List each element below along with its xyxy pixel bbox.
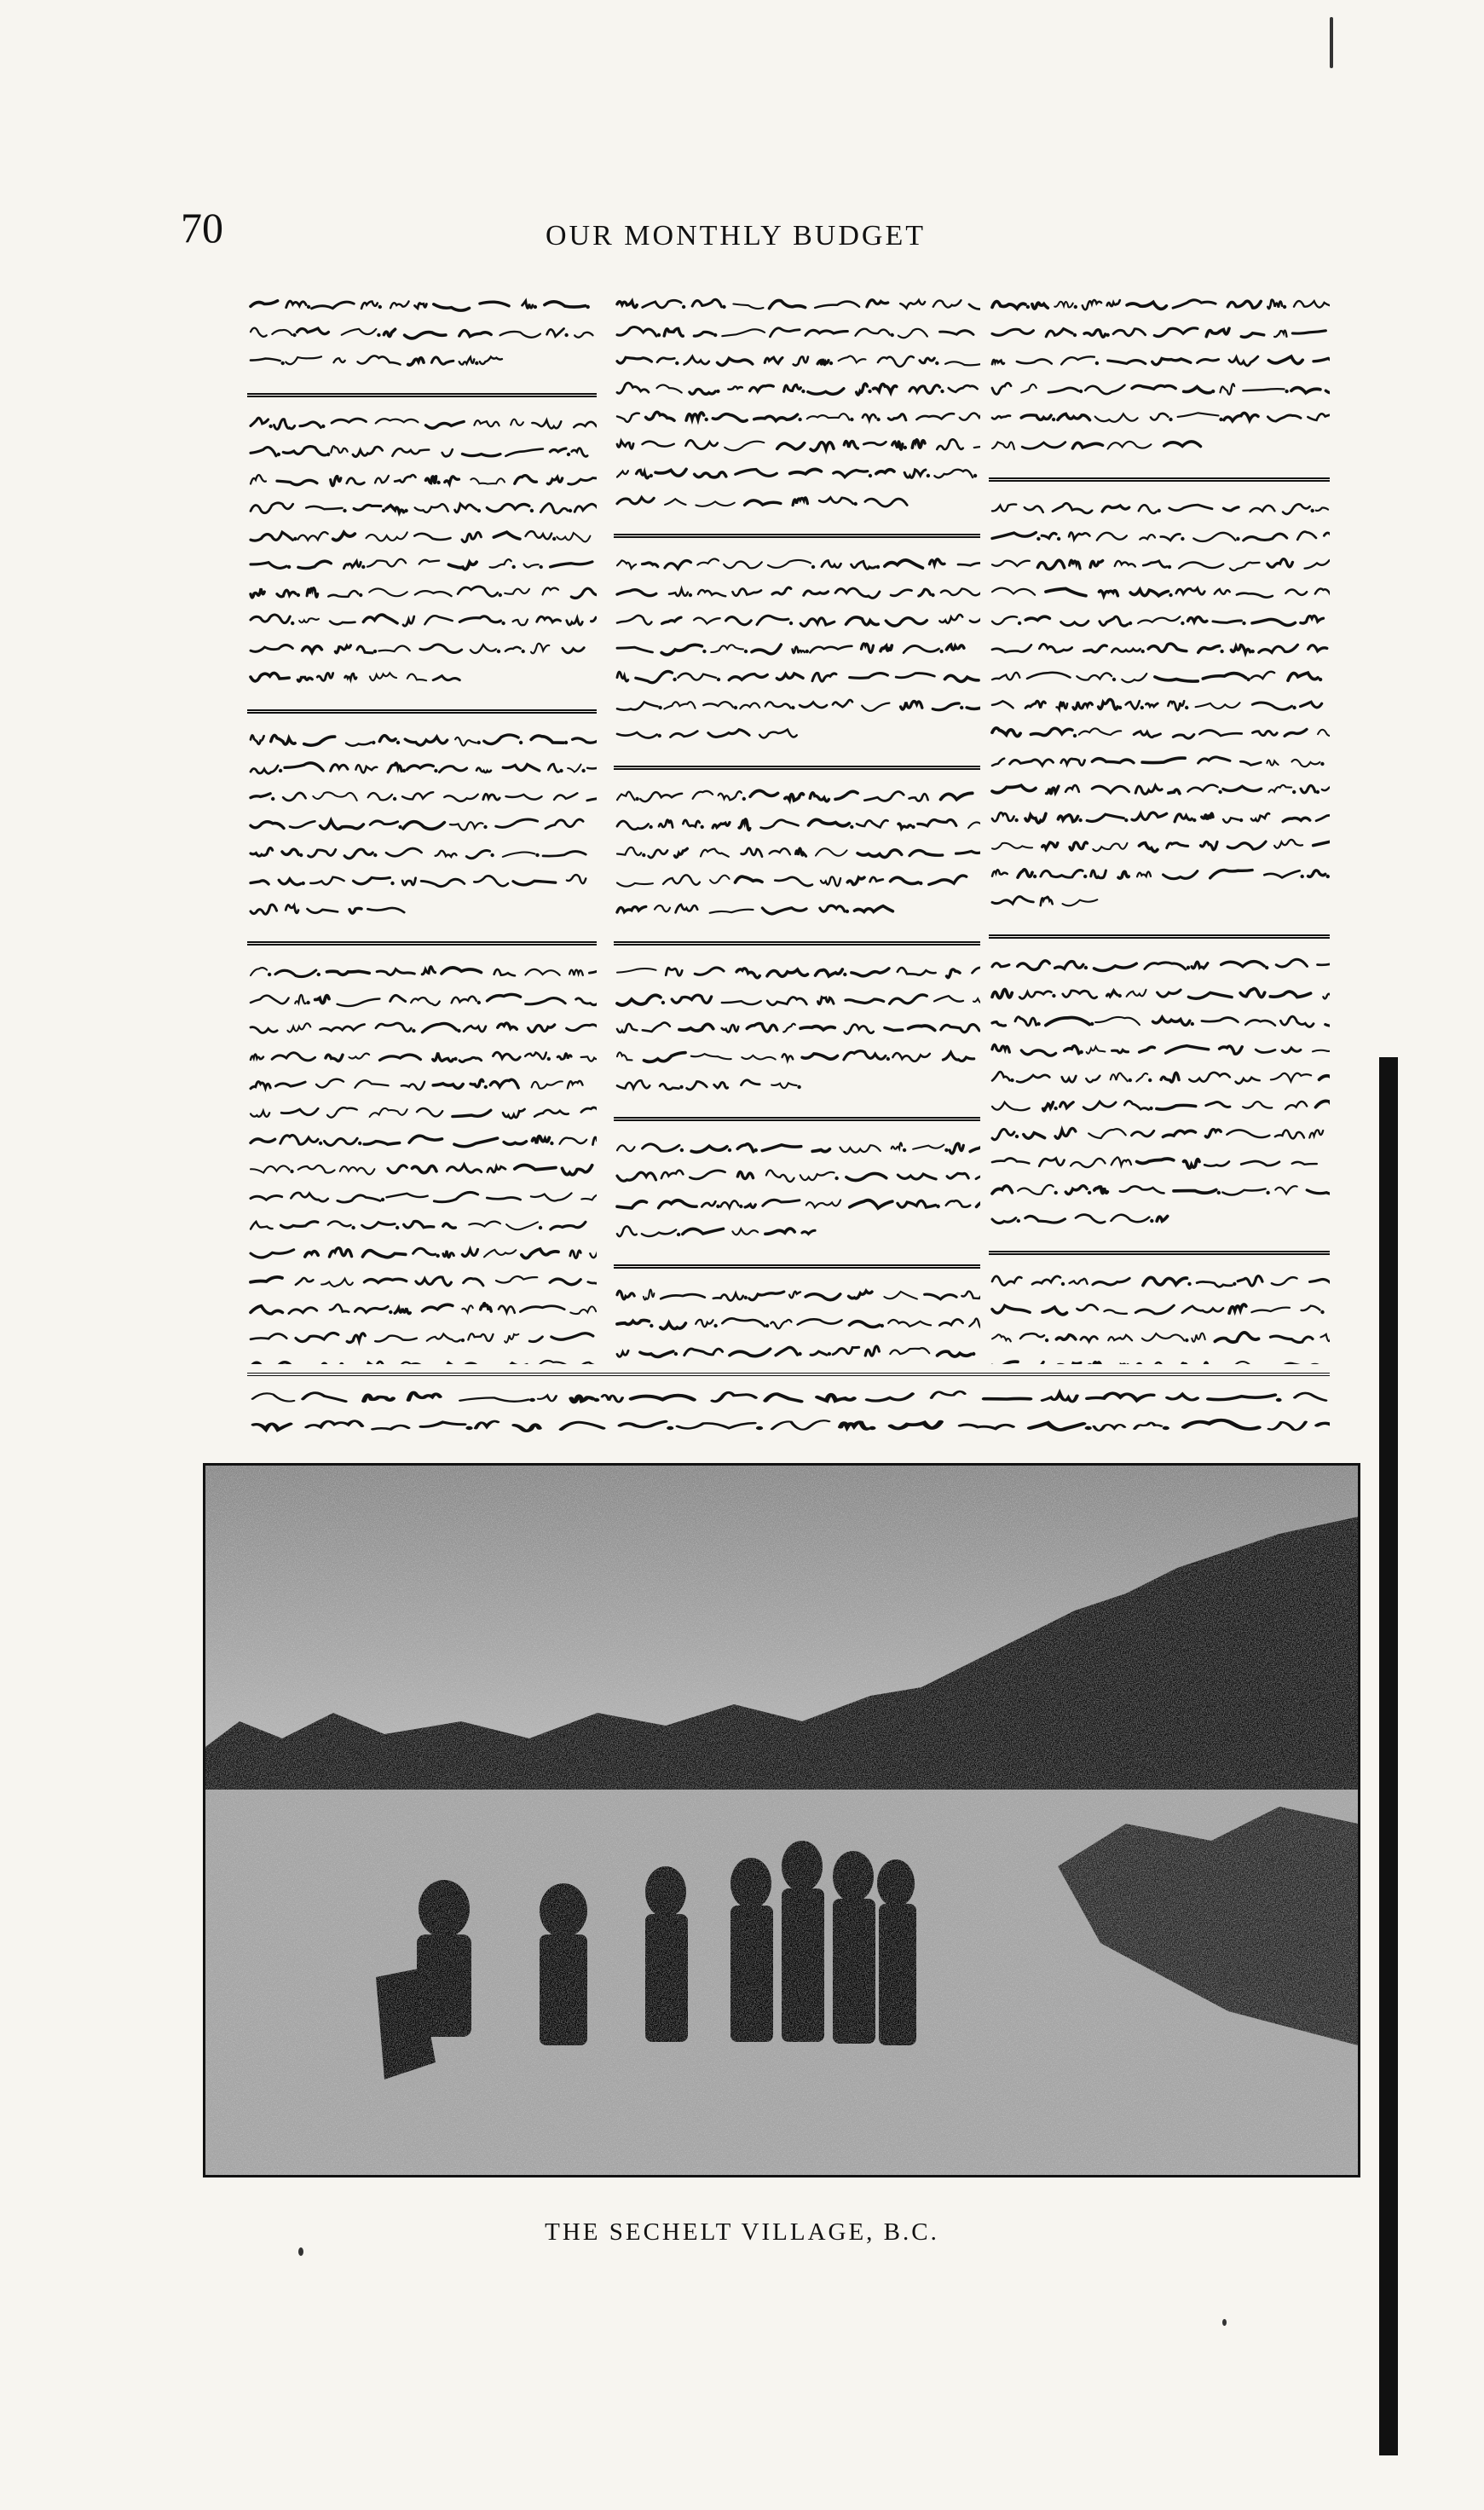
script-line	[989, 1176, 1330, 1204]
script-line	[989, 346, 1330, 374]
script-line	[247, 466, 597, 494]
script-line	[247, 957, 597, 986]
script-line	[247, 1239, 597, 1267]
text-block	[247, 941, 597, 1364]
script-line	[614, 1281, 980, 1309]
script-line	[247, 1211, 597, 1239]
script-line	[614, 550, 980, 578]
photo-caption: THE SECHELT VILLAGE, B.C.	[545, 2218, 939, 2246]
script-line	[247, 550, 597, 578]
text-column-1	[247, 290, 597, 1364]
text-block	[989, 1251, 1330, 1364]
script-line	[989, 431, 1330, 459]
script-line	[614, 606, 980, 634]
script-line	[614, 1337, 980, 1364]
photo-image	[205, 1466, 1358, 2175]
script-line	[247, 634, 597, 662]
script-line	[989, 402, 1330, 431]
script-line	[989, 1295, 1330, 1323]
script-line	[989, 1035, 1330, 1063]
script-line	[989, 951, 1330, 979]
script-line	[247, 1183, 597, 1211]
script-line	[989, 634, 1330, 662]
text-block	[614, 1264, 980, 1364]
script-line	[989, 1063, 1330, 1091]
footnote-line	[247, 1383, 1330, 1411]
script-line	[989, 803, 1330, 831]
script-line	[989, 859, 1330, 888]
script-line	[247, 726, 597, 754]
script-line	[247, 782, 597, 810]
script-line	[247, 1042, 597, 1070]
script-line	[614, 1161, 980, 1189]
text-block	[247, 393, 597, 691]
scan-speck	[298, 2247, 303, 2256]
script-line	[614, 838, 980, 866]
script-line	[989, 522, 1330, 550]
script-line	[614, 1014, 980, 1042]
script-line	[247, 894, 597, 922]
script-line	[989, 1323, 1330, 1351]
script-line	[989, 888, 1330, 916]
script-line	[247, 522, 597, 550]
script-line	[247, 1267, 597, 1295]
script-line	[989, 979, 1330, 1007]
village-photograph	[203, 1463, 1360, 2177]
script-line	[989, 550, 1330, 578]
script-line	[614, 374, 980, 402]
script-line	[614, 578, 980, 606]
script-line	[614, 691, 980, 719]
script-line	[247, 290, 597, 318]
text-block	[614, 290, 980, 515]
script-line	[989, 318, 1330, 346]
script-line	[247, 346, 597, 374]
script-line	[247, 1070, 597, 1098]
scan-speck	[1222, 2319, 1227, 2326]
script-line	[989, 1204, 1330, 1232]
script-line	[247, 1154, 597, 1183]
script-line	[614, 1042, 980, 1070]
script-line	[247, 986, 597, 1014]
text-block	[247, 290, 597, 374]
script-line	[989, 1351, 1330, 1364]
script-line	[989, 1267, 1330, 1295]
script-line	[614, 487, 980, 515]
script-line	[614, 957, 980, 986]
text-block	[989, 290, 1330, 459]
photo-grain	[205, 1466, 1358, 2175]
script-line	[247, 1014, 597, 1042]
script-line	[989, 1148, 1330, 1176]
text-block	[614, 766, 980, 922]
running-head: OUR MONTHLY BUDGET	[546, 220, 926, 252]
script-line	[614, 986, 980, 1014]
script-line	[614, 719, 980, 747]
script-line	[614, 1070, 980, 1098]
script-line	[614, 1189, 980, 1217]
scan-speck	[1330, 17, 1333, 68]
script-line	[247, 409, 597, 437]
script-line	[614, 318, 980, 346]
script-line	[614, 1309, 980, 1337]
script-line	[989, 1091, 1330, 1119]
script-line	[247, 1098, 597, 1126]
text-block	[614, 534, 980, 747]
script-line	[989, 831, 1330, 859]
footnote	[247, 1373, 1330, 1439]
script-line	[614, 810, 980, 838]
script-line	[247, 1295, 597, 1323]
script-line	[614, 1133, 980, 1161]
script-line	[247, 754, 597, 782]
footnote-line	[247, 1411, 1330, 1439]
script-line	[989, 691, 1330, 719]
text-column-3	[989, 290, 1330, 1364]
script-line	[989, 775, 1330, 803]
script-line	[247, 606, 597, 634]
text-block	[614, 941, 980, 1098]
script-line	[989, 290, 1330, 318]
script-line	[614, 346, 980, 374]
script-line	[247, 578, 597, 606]
script-line	[247, 1323, 597, 1351]
script-line	[989, 1119, 1330, 1148]
text-block	[614, 1117, 980, 1246]
script-line	[614, 402, 980, 431]
script-line	[247, 437, 597, 466]
text-block	[247, 709, 597, 922]
script-line	[614, 662, 980, 691]
script-line	[247, 810, 597, 838]
script-line	[989, 719, 1330, 747]
script-line	[614, 894, 980, 922]
script-line	[989, 578, 1330, 606]
script-line	[247, 662, 597, 691]
script-line	[247, 866, 597, 894]
script-line	[247, 838, 597, 866]
script-line	[989, 662, 1330, 691]
text-block	[989, 934, 1330, 1232]
script-line	[247, 1126, 597, 1154]
script-line	[614, 1217, 980, 1246]
script-line	[247, 318, 597, 346]
script-line	[247, 494, 597, 522]
script-line	[614, 290, 980, 318]
text-block	[989, 477, 1330, 916]
script-line	[614, 459, 980, 487]
scan-edge-bar	[1379, 1057, 1398, 2455]
script-line	[614, 782, 980, 810]
script-line	[614, 431, 980, 459]
script-line	[989, 374, 1330, 402]
page-number: 70	[181, 204, 223, 252]
script-line	[989, 494, 1330, 522]
text-column-2	[614, 290, 980, 1364]
script-line	[247, 1351, 597, 1364]
script-line	[614, 634, 980, 662]
script-line	[614, 866, 980, 894]
script-line	[989, 747, 1330, 775]
script-line	[989, 1007, 1330, 1035]
script-line	[989, 606, 1330, 634]
